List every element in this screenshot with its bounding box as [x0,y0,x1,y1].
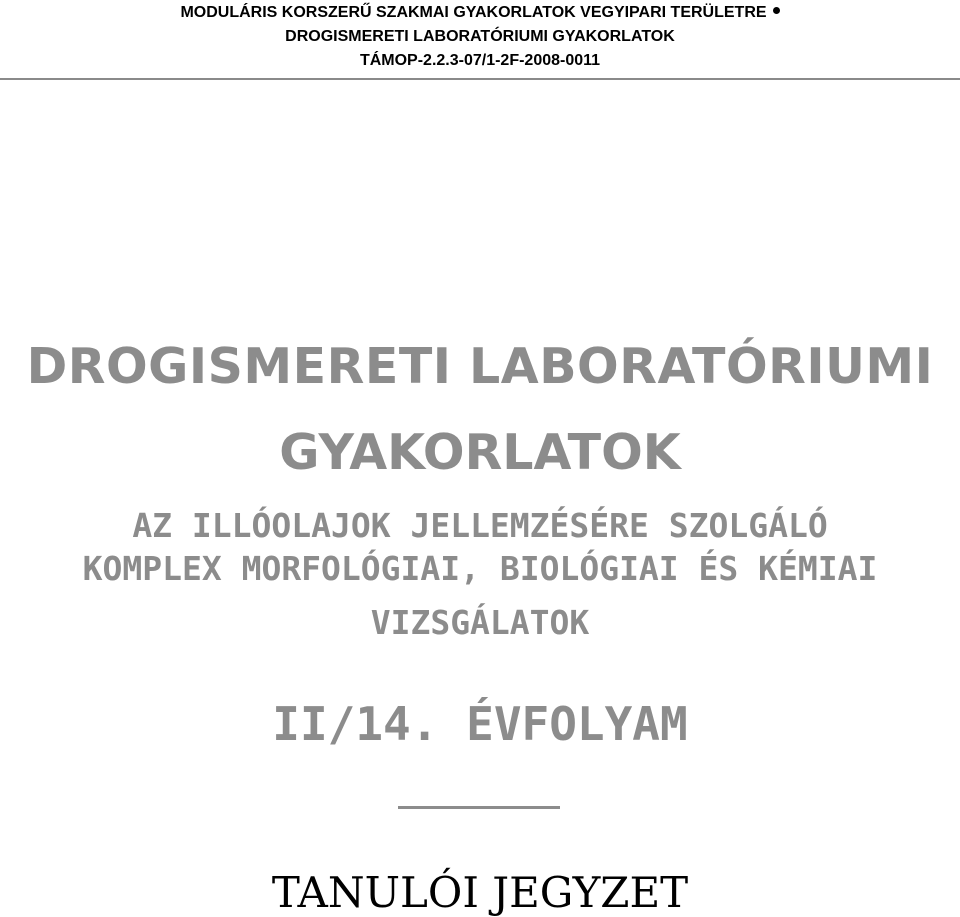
grade-label: II/14. ÉVFOLYAM [272,697,688,751]
separator-line [398,806,560,809]
header-series-title [0,4,960,22]
bullet-icon [773,7,780,14]
main-title-line-2: GYAKORLATOK [279,424,681,481]
header-project-code: TÁMOP-2.2.3-07/1-2F-2008-0011 [359,52,601,69]
header-divider [0,78,960,80]
subtitle-line-3: VIZSGÁLATOK [370,603,590,642]
document-type-label: TANULÓI JEGYZET [271,868,689,917]
header-series-title-text: MODULÁRIS KORSZERŰ SZAKMAI GYAKORLATOK VEGYIPARI TERÜLETRE [180,4,767,21]
main-title-line-1: DROGISMERETI LABORATÓRIUMI [26,338,934,395]
subtitle-line-1: AZ ILLÓOLAJOK JELLEMZÉSÉRE SZOLGÁLÓ [132,506,828,545]
header-course-title: DROGISMERETI LABORATÓRIUMI GYAKORLATOK [285,28,675,45]
document-header [0,0,960,80]
subtitle-line-2: KOMPLEX MORFOLÓGIAI, BIOLÓGIAI ÉS KÉMIAI [82,549,878,588]
